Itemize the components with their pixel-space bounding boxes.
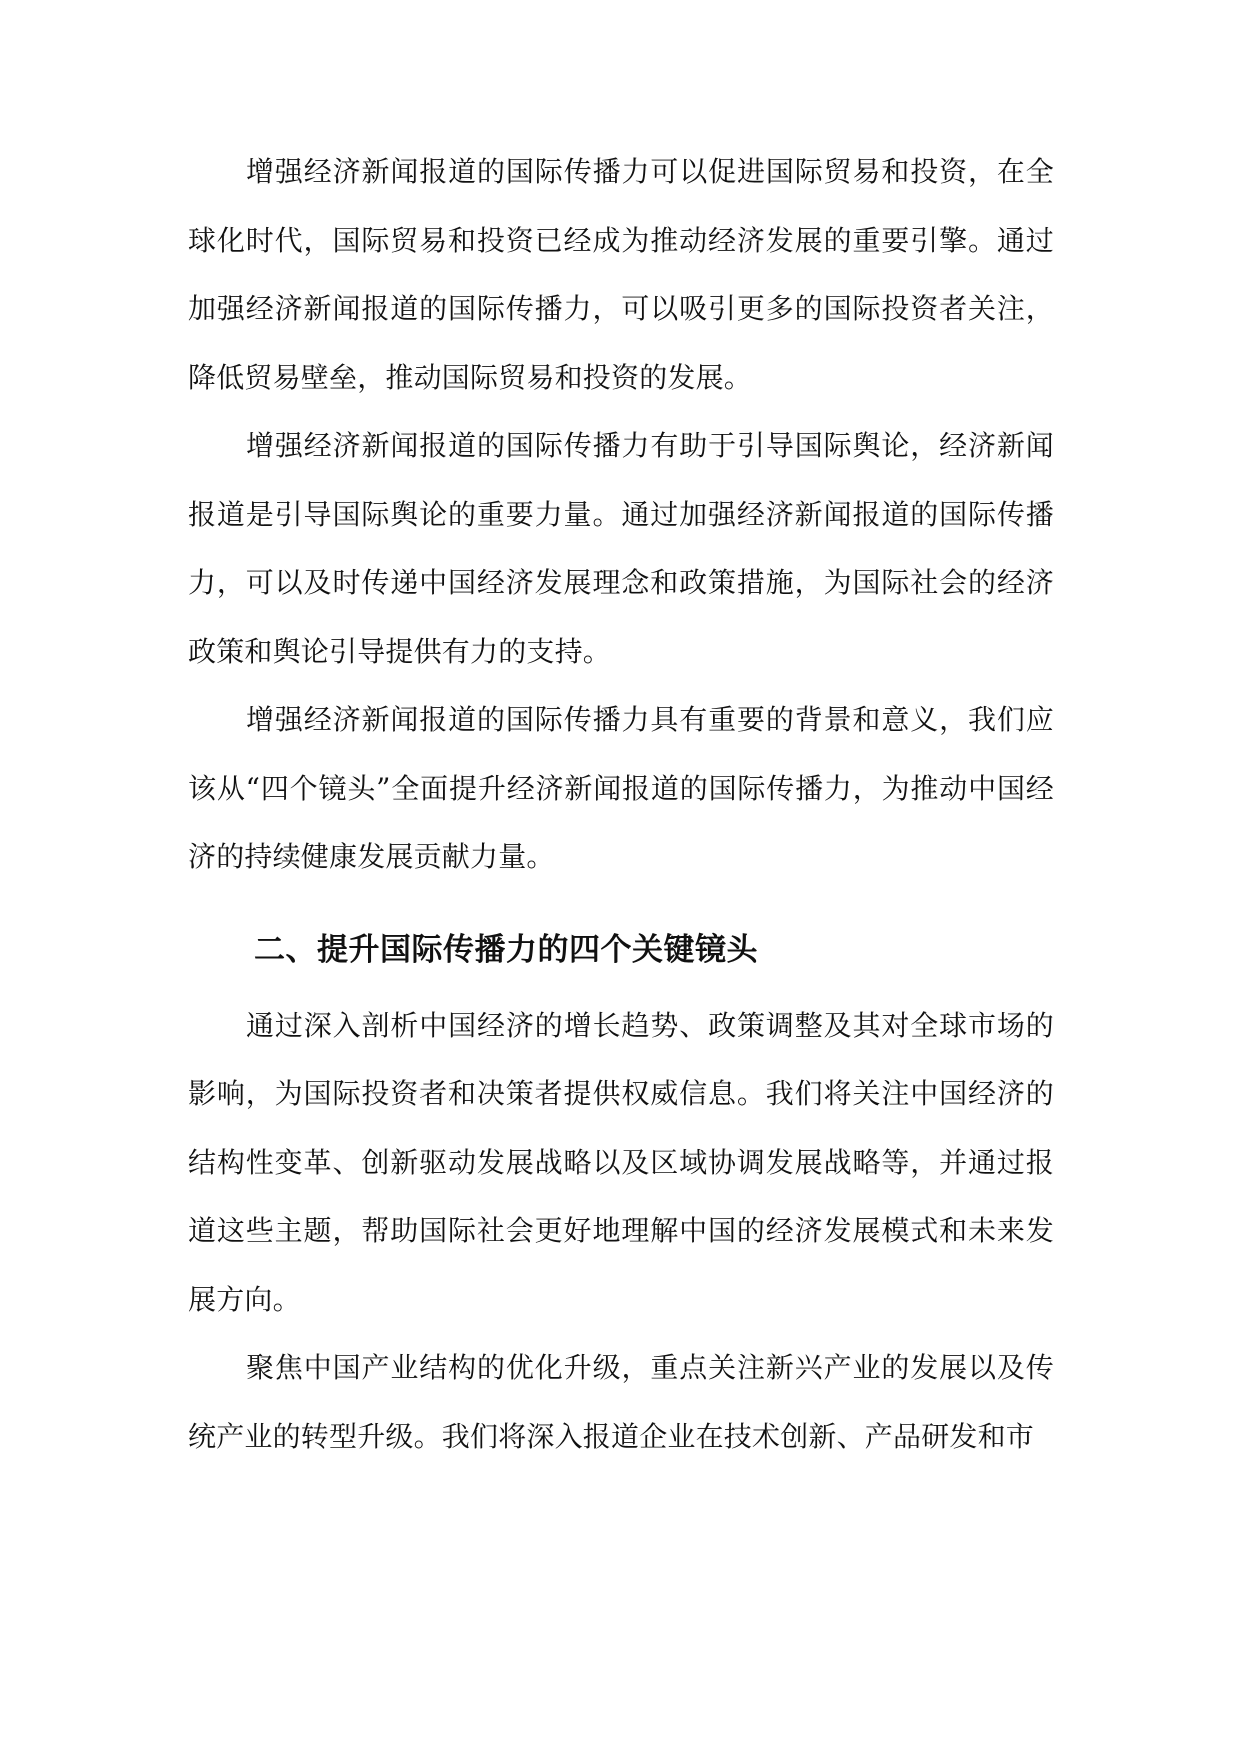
section-heading: 二、提升国际传播力的四个关键镜头 <box>254 931 758 968</box>
body-paragraph: 聚焦中国产业结构的优化升级，重点关注新兴产业的发展以及传统产业的转型升级。我们将深入报道企业在技术创新、产品研发和市 <box>188 1351 1054 1453</box>
body-paragraph: 增强经济新闻报道的国际传播力有助于引导国际舆论，经济新闻报道是引导国际舆论的重要力量。通过加强经济新闻报道的国际传播力，可以及时传递中国经济发展理念和政策措施，为国际社会的经济政策和舆论引导提供有力的支持。 <box>188 429 1054 668</box>
body-paragraph: 增强经济新闻报道的国际传播力可以促进国际贸易和投资，在全球化时代，国际贸易和投资已经成为推动经济发展的重要引擎。通过加强经济新闻报道的国际传播力，可以吸引更多的国际投资者关注，降低贸易壁垒，推动国际贸易和投资的发展。 <box>188 155 1054 394</box>
body-paragraph: 通过深入剖析中国经济的增长趋势、政策调整及其对全球市场的影响，为国际投资者和决策者提供权威信息。我们将关注中国经济的结构性变革、创新驱动发展战略以及区域协调发展战略等，并通过报道这些主题，帮助国际社会更好地理解中国的经济发展模式和未来发展方向。 <box>188 1008 1054 1316</box>
body-paragraph: 增强经济新闻报道的国际传播力具有重要的背景和意义，我们应该从“四个镜头”全面提升经济新闻报道的国际传播力，为推动中国经济的持续健康发展贡献力量。 <box>188 703 1054 873</box>
document-page <box>188 138 1054 1471</box>
